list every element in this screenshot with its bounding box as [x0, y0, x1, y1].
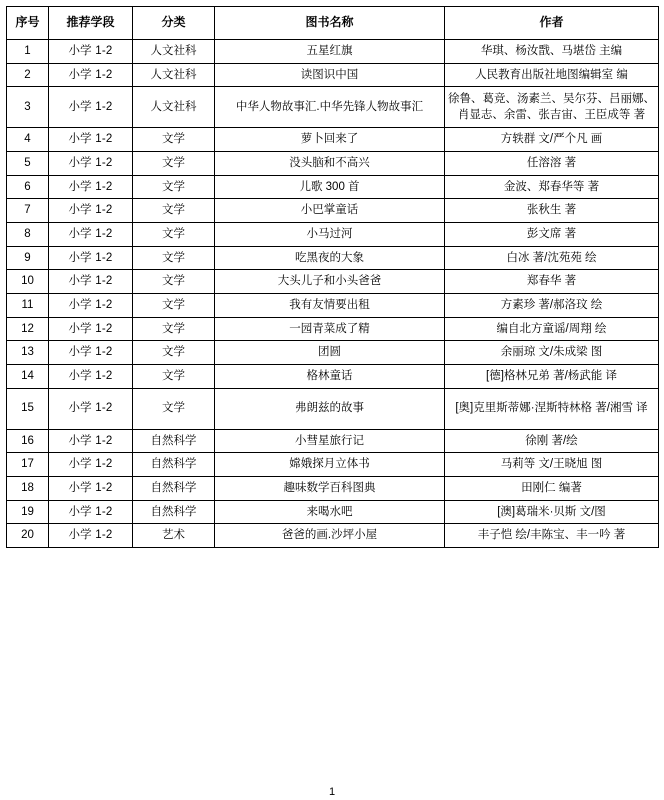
cell-index: 7 — [7, 199, 49, 223]
table-row — [7, 246, 659, 270]
cell-category: 文学 — [133, 199, 215, 223]
cell-stage: 小学 1-2 — [49, 223, 133, 247]
column-header-author: 作者 — [445, 7, 659, 40]
cell-title: 萝卜回来了 — [215, 128, 445, 152]
cell-index: 4 — [7, 128, 49, 152]
cell-stage: 小学 1-2 — [49, 477, 133, 501]
cell-author: 丰子恺 绘/丰陈宝、丰一吟 著 — [445, 524, 659, 548]
cell-author: 方素珍 著/郝洛玟 绘 — [445, 294, 659, 318]
column-header-stage: 推荐学段 — [49, 7, 133, 40]
table-row — [7, 294, 659, 318]
cell-stage: 小学 1-2 — [49, 365, 133, 389]
table-row — [7, 152, 659, 176]
cell-index: 12 — [7, 317, 49, 341]
cell-category: 文学 — [133, 365, 215, 389]
cell-stage: 小学 1-2 — [49, 152, 133, 176]
cell-index: 16 — [7, 429, 49, 453]
cell-title: 儿歌 300 首 — [215, 175, 445, 199]
cell-category: 自然科学 — [133, 429, 215, 453]
cell-index: 19 — [7, 500, 49, 524]
table-row — [7, 199, 659, 223]
cell-stage: 小学 1-2 — [49, 341, 133, 365]
table-row — [7, 87, 659, 128]
cell-author: [澳]葛瑞米·贝斯 文/图 — [445, 500, 659, 524]
cell-author: [奥]克里斯蒂娜·涅斯特林格 著/湘雪 译 — [445, 388, 659, 429]
cell-author: 金波、郑春华等 著 — [445, 175, 659, 199]
table-row — [7, 175, 659, 199]
column-header-category: 分类 — [133, 7, 215, 40]
cell-category: 文学 — [133, 175, 215, 199]
cell-author: 余丽琼 文/朱成梁 图 — [445, 341, 659, 365]
cell-index: 14 — [7, 365, 49, 389]
cell-author: 马莉等 文/王晓旭 图 — [445, 453, 659, 477]
table-row — [7, 388, 659, 429]
recommended-books-table — [6, 6, 659, 548]
cell-index: 9 — [7, 246, 49, 270]
cell-author: 徐刚 著/绘 — [445, 429, 659, 453]
cell-index: 17 — [7, 453, 49, 477]
cell-category: 文学 — [133, 246, 215, 270]
cell-author: 方轶群 文/严个凡 画 — [445, 128, 659, 152]
table-row — [7, 223, 659, 247]
cell-title: 我有友情要出租 — [215, 294, 445, 318]
cell-index: 5 — [7, 152, 49, 176]
cell-category: 文学 — [133, 152, 215, 176]
cell-stage: 小学 1-2 — [49, 40, 133, 64]
cell-category: 文学 — [133, 317, 215, 341]
table-row — [7, 317, 659, 341]
cell-stage: 小学 1-2 — [49, 500, 133, 524]
cell-stage: 小学 1-2 — [49, 317, 133, 341]
cell-category: 人文社科 — [133, 40, 215, 64]
cell-title: 大头儿子和小头爸爸 — [215, 270, 445, 294]
cell-category: 文学 — [133, 270, 215, 294]
cell-category: 艺术 — [133, 524, 215, 548]
column-header-title: 图书名称 — [215, 7, 445, 40]
cell-category: 文学 — [133, 341, 215, 365]
cell-stage: 小学 1-2 — [49, 453, 133, 477]
cell-index: 20 — [7, 524, 49, 548]
cell-stage: 小学 1-2 — [49, 270, 133, 294]
cell-stage: 小学 1-2 — [49, 87, 133, 128]
cell-author: 郑春华 著 — [445, 270, 659, 294]
cell-index: 10 — [7, 270, 49, 294]
cell-stage: 小学 1-2 — [49, 524, 133, 548]
cell-stage: 小学 1-2 — [49, 128, 133, 152]
cell-index: 3 — [7, 87, 49, 128]
table-row — [7, 477, 659, 501]
table-header-row — [7, 7, 659, 40]
cell-stage: 小学 1-2 — [49, 63, 133, 87]
cell-stage: 小学 1-2 — [49, 199, 133, 223]
cell-title: 弗朗兹的故事 — [215, 388, 445, 429]
cell-title: 吃黑夜的大象 — [215, 246, 445, 270]
cell-index: 11 — [7, 294, 49, 318]
cell-title: 读图识中国 — [215, 63, 445, 87]
cell-title: 小彗星旅行记 — [215, 429, 445, 453]
cell-stage: 小学 1-2 — [49, 246, 133, 270]
table-row — [7, 40, 659, 64]
cell-category: 文学 — [133, 223, 215, 247]
cell-title: 一园青菜成了精 — [215, 317, 445, 341]
table-row — [7, 270, 659, 294]
table-row — [7, 453, 659, 477]
table-row — [7, 128, 659, 152]
cell-category: 自然科学 — [133, 477, 215, 501]
cell-stage: 小学 1-2 — [49, 175, 133, 199]
cell-index: 18 — [7, 477, 49, 501]
cell-author: 人民教育出版社地图编辑室 编 — [445, 63, 659, 87]
cell-author: [德]格林兄弟 著/杨武能 译 — [445, 365, 659, 389]
cell-title: 团圆 — [215, 341, 445, 365]
page-number: 1 — [328, 786, 336, 798]
table-row — [7, 429, 659, 453]
table-row — [7, 365, 659, 389]
cell-title: 爸爸的画.沙坪小屋 — [215, 524, 445, 548]
cell-author: 任溶溶 著 — [445, 152, 659, 176]
cell-title: 小巴掌童话 — [215, 199, 445, 223]
cell-stage: 小学 1-2 — [49, 388, 133, 429]
table-row — [7, 341, 659, 365]
cell-author: 华琪、杨汝戬、马堪岱 主编 — [445, 40, 659, 64]
cell-title: 趣味数学百科图典 — [215, 477, 445, 501]
cell-title: 五星红旗 — [215, 40, 445, 64]
column-header-index: 序号 — [7, 7, 49, 40]
table-row — [7, 524, 659, 548]
cell-title: 格林童话 — [215, 365, 445, 389]
cell-category: 自然科学 — [133, 500, 215, 524]
cell-title: 来喝水吧 — [215, 500, 445, 524]
cell-author: 编自北方童谣/周翔 绘 — [445, 317, 659, 341]
cell-category: 人文社科 — [133, 63, 215, 87]
cell-index: 1 — [7, 40, 49, 64]
cell-category: 文学 — [133, 388, 215, 429]
cell-category: 人文社科 — [133, 87, 215, 128]
cell-index: 2 — [7, 63, 49, 87]
table-body — [7, 40, 659, 548]
cell-title: 没头脑和不高兴 — [215, 152, 445, 176]
table-row — [7, 63, 659, 87]
cell-category: 文学 — [133, 294, 215, 318]
cell-stage: 小学 1-2 — [49, 429, 133, 453]
cell-category: 文学 — [133, 128, 215, 152]
cell-title: 小马过河 — [215, 223, 445, 247]
cell-author: 田刚仁 编著 — [445, 477, 659, 501]
cell-title: 嫦娥探月立体书 — [215, 453, 445, 477]
cell-category: 自然科学 — [133, 453, 215, 477]
cell-author: 徐鲁、葛竞、汤素兰、吴尔芬、吕丽娜、肖显志、余雷、张吉宙、王臣成等 著 — [445, 87, 659, 128]
cell-author: 白冰 著/沈苑苑 绘 — [445, 246, 659, 270]
cell-title: 中华人物故事汇.中华先锋人物故事汇 — [215, 87, 445, 128]
cell-stage: 小学 1-2 — [49, 294, 133, 318]
cell-index: 13 — [7, 341, 49, 365]
cell-author: 彭文席 著 — [445, 223, 659, 247]
cell-index: 8 — [7, 223, 49, 247]
cell-index: 15 — [7, 388, 49, 429]
cell-index: 6 — [7, 175, 49, 199]
cell-author: 张秋生 著 — [445, 199, 659, 223]
table-row — [7, 500, 659, 524]
table-header — [7, 7, 659, 40]
